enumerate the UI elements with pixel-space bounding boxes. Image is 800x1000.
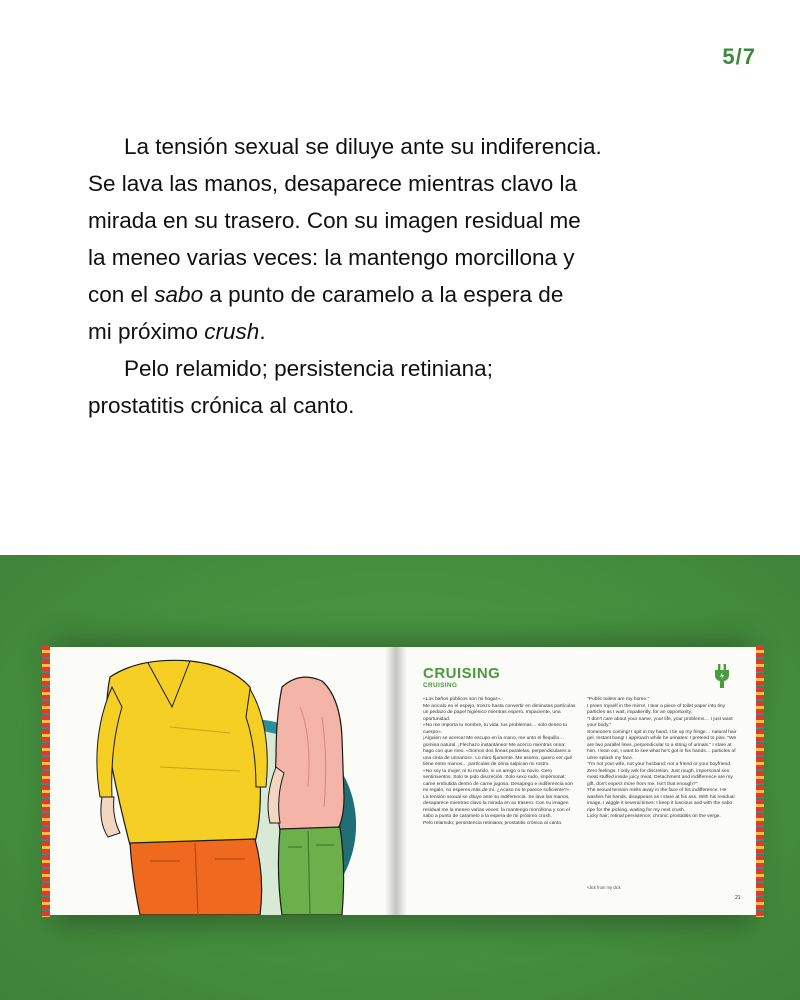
excerpt-line-2: Se lava las manos, desaparece mientras clavo la (88, 171, 578, 196)
excerpt-italic-sabo: sabo (154, 282, 204, 307)
book-footnote: ¹dick from my dick (587, 885, 621, 890)
book-left-page (50, 647, 395, 915)
excerpt-line-1: La tensión sexual se diluye ante su indiferencia. (124, 134, 602, 159)
book-edge-right (756, 645, 764, 917)
open-book (42, 645, 764, 917)
book-right-page (395, 647, 756, 915)
excerpt-line-5-post: a punto de caramelo a la espera de (203, 282, 564, 307)
en-paragraph: The sexual tension melts away in the face of his indifference. He washes his hands, disappears as I stare at his ass. With his residual image, I wiggle it several times: I keep it luscious and with the sabo ripe for the picking, waiting for my next crush. (587, 788, 735, 813)
book-chapter-subtitle: CRUISING (423, 682, 458, 689)
es-paragraph: Pelo relamido; persistencia retiniana; prostatitis crónica al canto. (423, 820, 563, 826)
en-paragraph: "I don't care about your name, your life, your problems… I just want your body." (587, 716, 733, 728)
green-pants (278, 827, 343, 915)
spanish-text-column (423, 697, 577, 827)
excerpt-paragraph-2 (88, 350, 728, 424)
plug-icon (713, 663, 731, 689)
excerpt-line-5-pre: con el (88, 282, 155, 307)
en-paragraph: "Public toilets are my home." (587, 697, 650, 702)
english-text-column (587, 697, 741, 821)
illustration-two-men (50, 647, 395, 915)
slide-counter: 5/7 (722, 44, 756, 69)
excerpt-italic-crush: crush (204, 319, 260, 344)
en-paragraph: Someone's coming! I spit in my hand, I tie up my fringe… natural hair gel. Instant bang! I approach while he urinates: I pretend to piss. "We are two parallel lines, perpendicular to a string of urinals." I stare at him. I lean out, I want to see what he's got in his hands… particles of urine splash my face. (587, 729, 737, 761)
book-chapter-title: CRUISING (423, 665, 501, 682)
es-paragraph: «No soy tu mujer, ni tu marido, ni un amigo o tu novio. Cero sentimientos. Solo te pido discreción. Solo sexo rudo, impersonal; carne embutida dentro de carne jugosa. Desapego e indiferencia son mi regalo, no esperes más de mí. ¿Acaso no te parece suficiente?». (423, 768, 573, 793)
excerpt-line-6-post: . (259, 319, 266, 344)
excerpt-paragraph-1 (88, 128, 728, 350)
book-page-number: 21 (735, 895, 741, 901)
en-paragraph: "I'm not your wife, not your husband; not a friend or your boyfriend. Zero feelings. I only ask for discretion. Just rough, impersonal sex: meat stuffed inside juicy meat. Detachment and indifference are my gift, don't expect more from me. Isn't that enough?" (587, 762, 733, 787)
es-paragraph: Me acicalo en el espejo, tronzo hasta convertir en diminutas partículas un pedazo de papel higiénico mientras espero. Impaciente, una oportunidad. (423, 703, 576, 722)
es-paragraph: «No me importa tu nombre, tu vida, tus problemas… solo deseo tu cuerpo». (423, 723, 568, 735)
pink-shirt (276, 677, 345, 831)
book-edge-left (42, 645, 50, 917)
excerpt-line-7: Pelo relamido; persistencia retiniana; (124, 356, 493, 381)
excerpt-text (88, 128, 728, 424)
excerpt-line-6-pre: mi próximo (88, 319, 205, 344)
en-paragraph: Licky hair; retinal persistence; chronic prostatitis on the verge. (587, 814, 721, 819)
excerpt-line-3: mirada en su trasero. Con su imagen residual me (88, 208, 581, 233)
excerpt-line-8: prostatitis crónica al canto. (88, 393, 355, 418)
excerpt-line-4: la meneo varias veces: la mantengo morcillona y (88, 245, 575, 270)
es-paragraph: ¡Alguien se acerca! Me escupo en la mano, me unto el flequillo… gomina natural. ¡Flechazo instantáneo! Me acerco mientras orina: hago con que meo. «Somos dos líneas paralelas, perpendiculares a una cinta de urinarios». Lo miro fijamente. Me asomo, quiero ver qué tiene entre manos… partículas de orina salpican mi rostro. (423, 736, 573, 767)
es-paragraph: «Los baños públicos son mi hogar». (423, 697, 502, 702)
yellow-shirt (106, 660, 260, 845)
en-paragraph: I preen myself in the mirror, I tear a piece of toilet paper into tiny particles as I wait, impatiently, for an opportunity. (587, 703, 726, 715)
es-paragraph: La tensión sexual se diluye ante su indiferencia. Se lava las manos, desaparece mientras clavo la mirada en su trasero. Con su imagen residual me la meneo varias veces: la mantengo morcillona y con el sabo a punto de caramelo a la espera de mi próximo crush. (423, 794, 570, 819)
